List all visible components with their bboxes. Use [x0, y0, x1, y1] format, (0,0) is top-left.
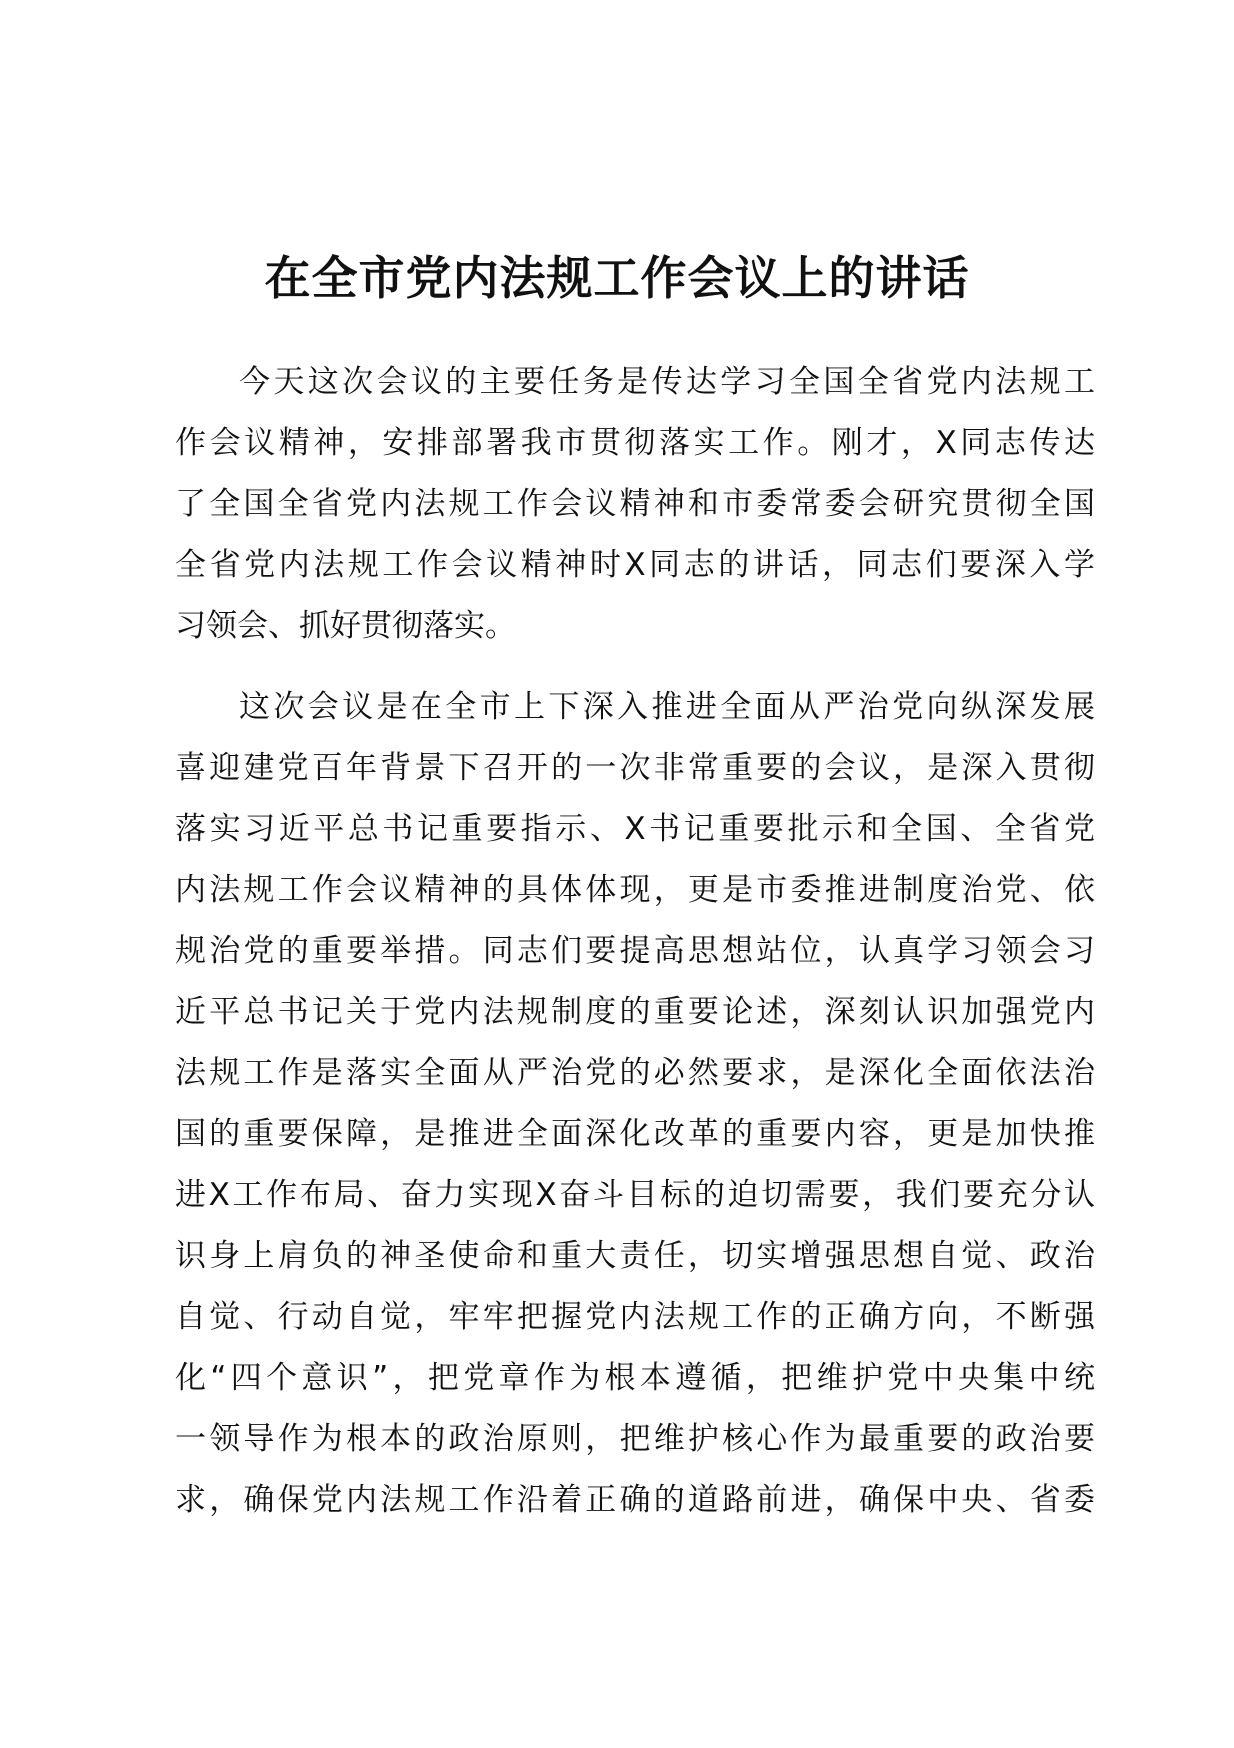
text-line: 一领导作为根本的政治原则，把维护核心作为最重要的政治要 — [175, 1421, 1095, 1457]
text-line: 今天这次会议的主要任务是传达学习全国全省党内法规工 — [239, 364, 1095, 400]
text-line: 自觉、行动自觉，牢牢把握党内法规工作的正确方向，不断强 — [175, 1299, 1095, 1335]
page-title: 在全市党内法规工作会议上的讲话 — [264, 251, 970, 305]
text-line: 了全国全省党内法规工作会议精神和市委常委会研究贯彻全国 — [175, 486, 1095, 522]
text-line: 喜迎建党百年背景下召开的一次非常重要的会议，是深入贯彻 — [175, 750, 1095, 786]
text-line: 求，确保党内法规工作沿着正确的道路前进，确保中央、省委 — [175, 1482, 1095, 1518]
text-line: 法规工作是落实全面从严治党的必然要求，是深化全面依法治 — [175, 1055, 1095, 1091]
text-line: 近平总书记关于党内法规制度的重要论述，深刻认识加强党内 — [175, 994, 1095, 1030]
text-line: 这次会议是在全市上下深入推进全面从严治党向纵深发展 — [239, 689, 1095, 725]
paragraph-2 — [175, 677, 1095, 1531]
paragraph-1 — [175, 352, 1095, 657]
text-line: 内法规工作会议精神的具体体现，更是市委推进制度治党、依 — [175, 872, 1095, 908]
text-line: 国的重要保障，是推进全面深化改革的重要内容，更是加快推 — [175, 1116, 1095, 1152]
text-line: 落实习近平总书记重要指示、X书记重要批示和全国、全省党 — [175, 811, 1095, 847]
text-line: 习领会、抓好贯彻落实。 — [175, 608, 516, 644]
text-line: 识身上肩负的神圣使命和重大责任，切实增强思想自觉、政治 — [175, 1238, 1095, 1274]
text-line: 全省党内法规工作会议精神时X同志的讲话，同志们要深入学 — [175, 547, 1095, 583]
text-line: 规治党的重要举措。同志们要提高思想站位，认真学习领会习 — [175, 933, 1095, 969]
text-line: 作会议精神，安排部署我市贯彻落实工作。刚才，X同志传达 — [175, 425, 1095, 461]
text-line: 化“四个意识”，把党章作为根本遵循，把维护党中央集中统 — [175, 1360, 1095, 1396]
document-body — [175, 352, 1095, 1551]
text-line: 进X工作布局、奋力实现X奋斗目标的迫切需要，我们要充分认 — [175, 1177, 1095, 1213]
